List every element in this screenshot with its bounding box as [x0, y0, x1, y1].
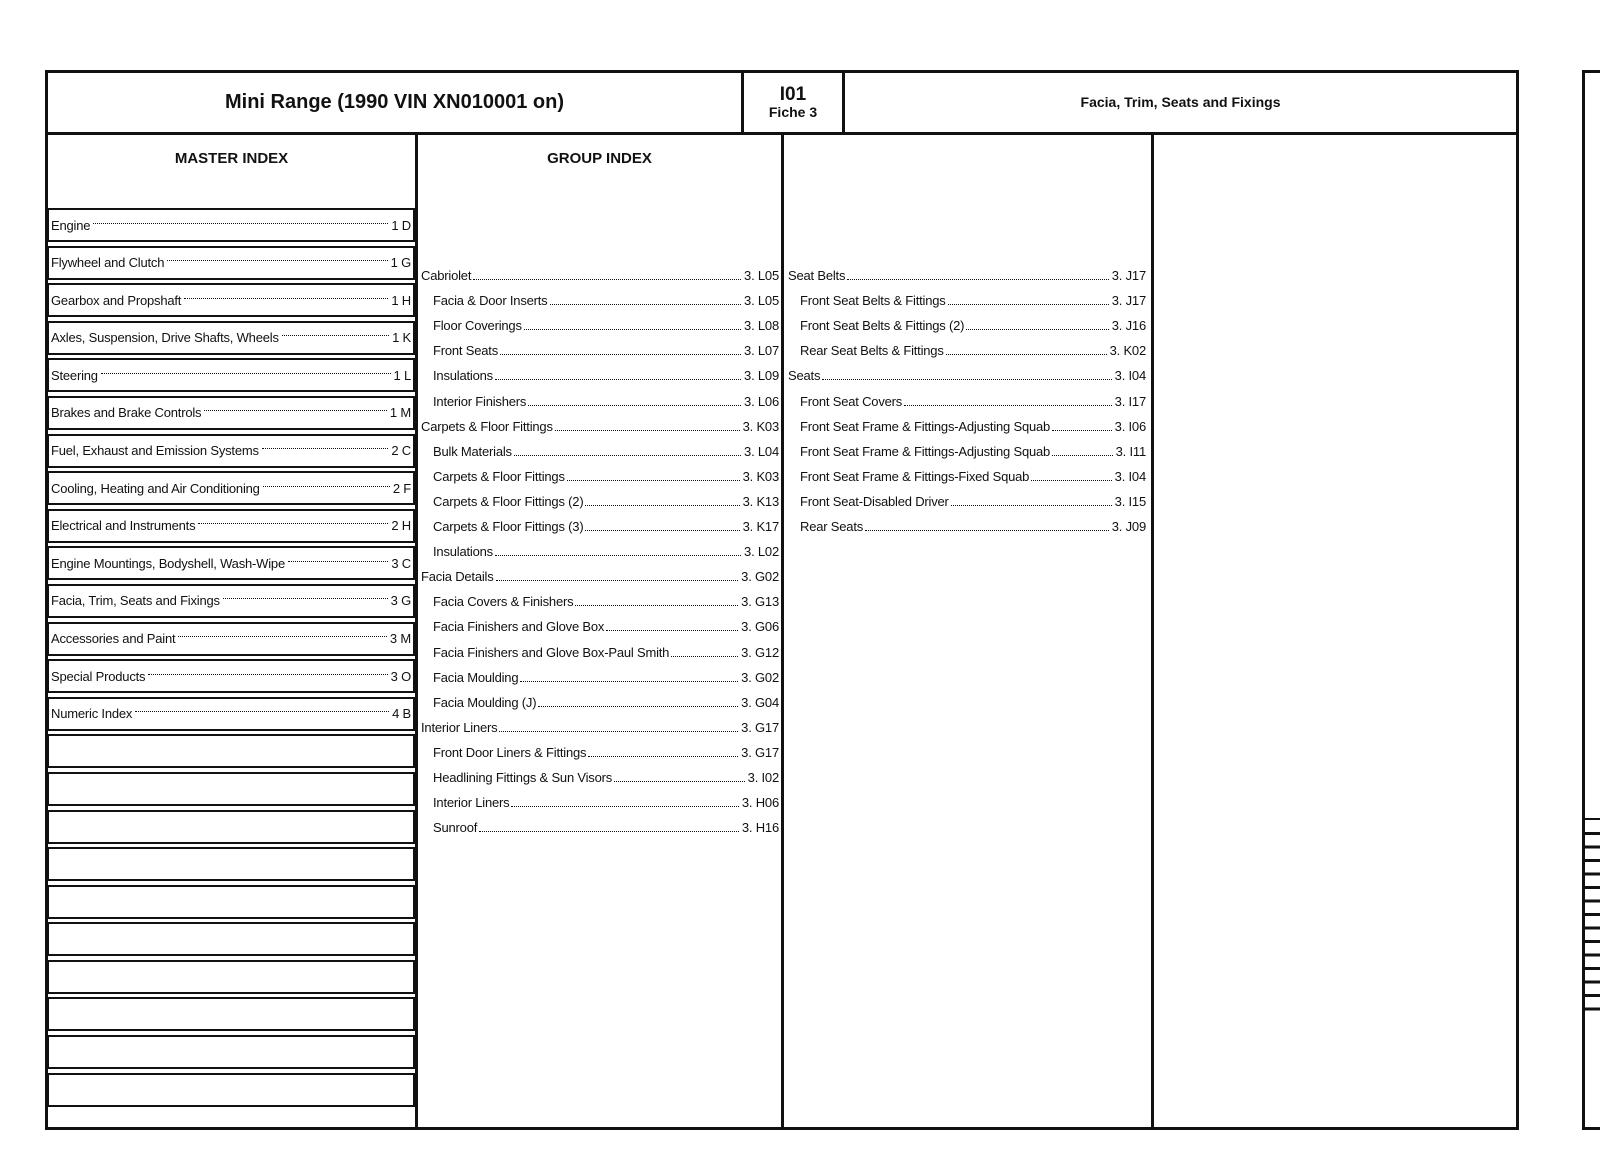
group-index-subentry[interactable]: [800, 415, 1146, 435]
master-index-empty-row: [47, 922, 415, 956]
group-index-subentry[interactable]: [433, 540, 779, 560]
entry-label: Facia Moulding (J): [433, 694, 537, 710]
group-index-subentry[interactable]: [800, 314, 1146, 334]
entry-reference: 3. I15: [1114, 493, 1146, 509]
master-index-row[interactable]: [47, 321, 415, 355]
group-index-subentry[interactable]: [433, 741, 779, 761]
dot-leader: [946, 354, 1107, 355]
group-index-subentry[interactable]: [433, 691, 779, 711]
master-index-row[interactable]: [47, 434, 415, 468]
group-index-entry[interactable]: [421, 716, 779, 736]
group-index-subentry[interactable]: [433, 515, 779, 535]
entry-reference: 2 H: [391, 518, 411, 534]
entry-label: Facia, Trim, Seats and Fixings: [51, 593, 220, 609]
entry-label: Steering: [51, 367, 98, 383]
group-index-entry[interactable]: [421, 415, 779, 435]
entry-label: Interior Liners: [421, 719, 498, 735]
dot-leader: [567, 480, 740, 481]
group-index-subentry[interactable]: [433, 465, 779, 485]
entry-label: Front Seat Belts & Fittings (2): [800, 318, 965, 334]
group-index-subentry[interactable]: [433, 339, 779, 359]
group-index-subentry[interactable]: [800, 490, 1146, 510]
dot-leader: [865, 530, 1109, 531]
entry-label: Axles, Suspension, Drive Shafts, Wheels: [51, 330, 279, 346]
entry-reference: 3. G17: [741, 719, 779, 735]
entry-reference: 3. I04: [1114, 368, 1146, 384]
entry-label: Carpets & Floor Fittings (2): [433, 493, 584, 509]
entry-reference: 3. I04: [1114, 468, 1146, 484]
master-index-row[interactable]: [47, 396, 415, 430]
master-index-empty-row: [47, 997, 415, 1031]
entry-reference: 1 G: [390, 255, 411, 271]
entry-label: Rear Seat Belts & Fittings: [800, 343, 944, 359]
group-index-subentry[interactable]: [433, 364, 779, 384]
dot-leader: [178, 636, 386, 637]
master-index-row[interactable]: [47, 584, 415, 618]
group-index-subentry[interactable]: [433, 666, 779, 686]
dot-leader: [847, 279, 1109, 280]
document-title: Mini Range (1990 VIN XN010001 on): [224, 90, 564, 113]
entry-reference: 3. L06: [744, 393, 779, 409]
entry-reference: 3. I02: [747, 770, 779, 785]
dot-leader: [263, 486, 390, 487]
master-index-empty-row: [47, 885, 415, 919]
group-index-subentry[interactable]: [433, 314, 779, 334]
section-title: Facia, Trim, Seats and Fixings: [1080, 94, 1281, 110]
entry-reference: 3. L07: [744, 343, 779, 359]
entry-label: Facia Finishers and Glove Box-Paul Smith: [433, 644, 670, 660]
dot-leader: [951, 505, 1112, 506]
entry-reference: 3 C: [391, 555, 411, 571]
entry-label: Bulk Materials: [433, 443, 512, 459]
master-index-row[interactable]: [47, 246, 415, 280]
group-index-subentry[interactable]: [800, 440, 1146, 460]
dot-leader: [288, 561, 388, 562]
dot-leader: [966, 329, 1108, 330]
column-divider-3: [1151, 132, 1154, 1130]
master-index-empty-row: [47, 734, 415, 768]
fiche-code-box: [744, 72, 842, 132]
dot-leader: [184, 298, 388, 299]
dot-leader: [555, 430, 740, 431]
group-index-subentry[interactable]: [433, 590, 779, 610]
entry-reference: 3. K13: [742, 493, 779, 509]
group-index-subentry[interactable]: [433, 791, 779, 811]
entry-reference: 1 H: [391, 292, 411, 308]
entry-label: Engine Mountings, Bodyshell, Wash-Wipe: [51, 555, 285, 571]
dot-leader: [479, 831, 739, 832]
entry-label: Electrical and Instruments: [51, 518, 196, 534]
entry-reference: 3. H06: [741, 795, 779, 811]
entry-label: Brakes and Brake Controls: [51, 405, 202, 421]
dot-leader: [495, 555, 741, 556]
entry-reference: 3. G04: [741, 694, 779, 710]
entry-label: Carpets & Floor Fittings: [433, 468, 565, 484]
dot-leader: [1052, 430, 1112, 431]
dot-leader: [282, 335, 389, 336]
master-index-row[interactable]: [47, 546, 415, 580]
entry-label: Floor Coverings: [433, 318, 522, 334]
group-index-subentry[interactable]: [433, 289, 779, 309]
master-index-row[interactable]: [47, 208, 415, 242]
entry-label: Facia Finishers and Glove Box: [433, 619, 605, 635]
master-index-row[interactable]: [47, 622, 415, 656]
group-index-entry[interactable]: [788, 264, 1146, 284]
dot-leader: [511, 806, 738, 807]
master-index-empty-row: [47, 1035, 415, 1069]
dot-leader: [575, 605, 738, 606]
entry-reference: 3 M: [389, 631, 411, 647]
entry-label: Interior Finishers: [433, 393, 527, 409]
dot-leader: [514, 455, 741, 456]
entry-reference: 3. L08: [744, 318, 779, 334]
entry-reference: 3. K17: [742, 519, 779, 534]
entry-label: Engine: [51, 217, 91, 233]
master-index-row[interactable]: [47, 697, 415, 731]
entry-label: Sunroof: [433, 820, 478, 836]
dot-leader: [167, 260, 387, 261]
master-index-row[interactable]: [47, 358, 415, 392]
dot-leader: [822, 379, 1111, 380]
section-code: I01: [779, 83, 807, 105]
entry-label: Rear Seats: [800, 519, 864, 534]
dot-leader: [588, 756, 738, 757]
group-index-subentry[interactable]: [433, 641, 779, 661]
dot-leader: [1052, 455, 1113, 456]
entry-reference: 1 L: [393, 367, 411, 383]
entry-reference: 3. L05: [744, 293, 779, 309]
dot-leader: [204, 410, 387, 411]
entry-reference: 3. G12: [741, 644, 779, 660]
fiche-number: Fiche 3: [768, 103, 818, 120]
dot-leader: [671, 656, 738, 657]
entry-label: Fuel, Exhaust and Emission Systems: [51, 443, 259, 459]
entry-label: Facia Details: [421, 569, 494, 585]
master-index-list: [47, 208, 415, 1110]
dot-leader: [495, 379, 741, 380]
group-index-subentry[interactable]: [433, 490, 779, 510]
entry-reference: 3. K03: [742, 468, 779, 484]
entry-label: Carpets & Floor Fittings (3): [433, 519, 584, 534]
entry-label: Cabriolet: [421, 268, 472, 283]
master-index-row[interactable]: [47, 283, 415, 317]
master-index-empty-row: [47, 772, 415, 806]
entry-reference: 1 D: [391, 217, 411, 233]
entry-label: Seat Belts: [788, 268, 846, 283]
group-index-entry[interactable]: [421, 264, 779, 284]
column-divider-1: [415, 132, 418, 1130]
group-index-subentry[interactable]: [800, 289, 1146, 309]
entry-reference: 3. G17: [741, 744, 779, 760]
entry-reference: 3. G02: [741, 569, 779, 585]
dot-leader: [520, 681, 738, 682]
entry-reference: 3. J17: [1111, 293, 1146, 309]
entry-reference: 1 K: [392, 330, 411, 346]
dot-leader: [101, 373, 391, 374]
group-index-heading: GROUP INDEX: [547, 150, 652, 167]
group-index-subentry[interactable]: [800, 465, 1146, 485]
entry-reference: 3. J17: [1111, 268, 1146, 283]
entry-label: Seats: [788, 368, 821, 384]
entry-label: Front Seat Frame & Fittings-Adjusting Squab: [800, 418, 1051, 434]
entry-reference: 3. L02: [744, 544, 779, 560]
adjacent-page-index-strip: [1585, 832, 1600, 1012]
entry-label: Front Seat Belts & Fittings: [800, 293, 946, 309]
dot-leader: [496, 580, 739, 581]
group-index-subentry[interactable]: [433, 615, 779, 635]
dot-leader: [499, 731, 738, 732]
master-index-row[interactable]: [47, 509, 415, 543]
column-divider-2: [781, 132, 784, 1130]
entry-label: Flywheel and Clutch: [51, 255, 165, 271]
entry-reference: 3. G02: [741, 669, 779, 685]
entry-label: Facia Covers & Finishers: [433, 594, 574, 610]
entry-label: Front Seats: [433, 343, 498, 359]
entry-reference: 3. I11: [1115, 443, 1146, 459]
dot-leader: [606, 630, 738, 631]
entry-reference: 3. J09: [1111, 519, 1146, 534]
entry-reference: 4 B: [392, 706, 411, 722]
entry-reference: 3. K03: [742, 418, 779, 434]
entry-reference: 2 C: [391, 443, 411, 459]
dot-leader: [93, 223, 388, 224]
entry-label: Facia & Door Inserts: [433, 293, 548, 309]
dot-leader: [614, 781, 745, 782]
entry-label: Front Seat Covers: [800, 393, 903, 409]
dot-leader: [524, 329, 741, 330]
entry-label: Carpets & Floor Fittings: [421, 418, 553, 434]
entry-reference: 3. I17: [1114, 393, 1146, 409]
dot-leader: [528, 405, 741, 406]
dot-leader: [262, 448, 389, 449]
entry-label: Cooling, Heating and Air Conditioning: [51, 480, 260, 496]
entry-reference: 3. G13: [741, 594, 779, 610]
entry-label: Front Door Liners & Fittings: [433, 744, 587, 760]
entry-reference: 3. J16: [1111, 318, 1146, 334]
entry-label: Numeric Index: [51, 706, 133, 722]
group-index-subentry[interactable]: [433, 440, 779, 460]
entry-reference: 3 G: [390, 593, 411, 609]
entry-reference: 3 O: [390, 668, 411, 684]
entry-label: Front Seat Frame & Fittings-Fixed Squab: [800, 468, 1030, 484]
entry-reference: 3. K02: [1109, 343, 1146, 359]
entry-reference: 3. L04: [744, 443, 779, 459]
dot-leader: [500, 354, 741, 355]
master-index-empty-row: [47, 810, 415, 844]
group-index-subentry[interactable]: [800, 390, 1146, 410]
entry-reference: 3. H16: [741, 820, 779, 836]
group-index-subentry[interactable]: [433, 766, 779, 786]
entry-label: Special Products: [51, 668, 146, 684]
entry-label: Headlining Fittings & Sun Visors: [433, 770, 613, 785]
dot-leader: [585, 505, 739, 506]
entry-label: Front Seat Frame & Fittings-Adjusting Squab: [800, 443, 1051, 459]
dot-leader: [473, 279, 741, 280]
entry-label: Front Seat-Disabled Driver: [800, 493, 949, 509]
dot-leader: [198, 523, 388, 524]
adjacent-page-rule: [1582, 818, 1600, 820]
dot-leader: [538, 706, 738, 707]
dot-leader: [550, 304, 742, 305]
master-index-row[interactable]: [47, 659, 415, 693]
master-index-empty-row: [47, 1073, 415, 1107]
entry-reference: 3. G06: [741, 619, 779, 635]
dot-leader: [1031, 480, 1111, 481]
group-index-subentry[interactable]: [800, 339, 1146, 359]
entry-reference: 3. I06: [1114, 418, 1146, 434]
entry-label: Insulations: [433, 368, 493, 384]
dot-leader: [948, 304, 1109, 305]
entry-label: Facia Moulding: [433, 669, 519, 685]
group-index-subentry[interactable]: [433, 390, 779, 410]
master-index-empty-row: [47, 960, 415, 994]
dot-leader: [148, 674, 387, 675]
entry-reference: 3. L05: [744, 268, 779, 283]
group-index-subentry[interactable]: [800, 515, 1146, 535]
master-index-empty-row: [47, 847, 415, 881]
master-index-heading: MASTER INDEX: [174, 150, 289, 167]
group-index-entry[interactable]: [788, 364, 1146, 384]
entry-reference: 3. L09: [744, 368, 779, 384]
group-index-entry[interactable]: [421, 565, 779, 585]
entry-label: Insulations: [433, 544, 493, 560]
dot-leader: [585, 530, 739, 531]
entry-label: Accessories and Paint: [51, 631, 176, 647]
group-index-subentry[interactable]: [433, 816, 779, 836]
entry-label: Gearbox and Propshaft: [51, 292, 182, 308]
entry-reference: 2 F: [392, 480, 411, 496]
dot-leader: [135, 711, 389, 712]
entry-label: Interior Liners: [433, 795, 510, 811]
dot-leader: [904, 405, 1112, 406]
master-index-row[interactable]: [47, 471, 415, 505]
dot-leader: [223, 598, 388, 599]
entry-reference: 1 M: [389, 405, 411, 421]
